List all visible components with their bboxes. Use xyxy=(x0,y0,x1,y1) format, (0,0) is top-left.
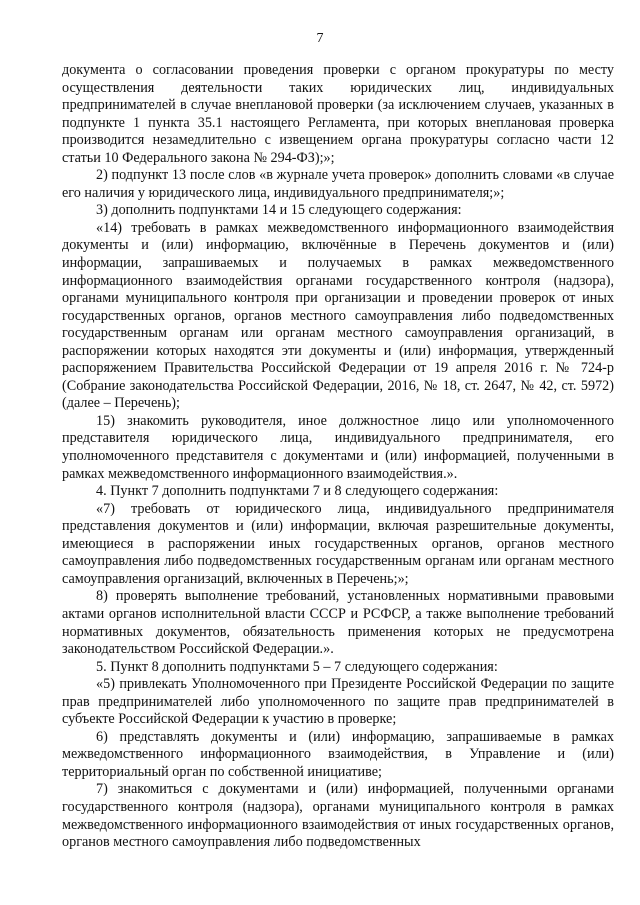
paragraph-subitem-3: 3) дополнить подпунктами 14 и 15 следующего содержания: xyxy=(96,202,462,219)
paragraph-subitem-2: 2) подпункт 13 после слов «в журнале учета проверок» дополнить словами «в случае его наличия у юридического лица, индивидуального предпринимателя;»; xyxy=(62,167,614,201)
paragraph-subitem-15: 15) знакомить руководителя, иное должностное лицо или уполномоченного представителя юридического лица, индивидуального предпринимателя, его уполномоченного представителя с документами и (или) информацией, полученными в рамках межведомственного информационного взаимодействия.». xyxy=(62,412,614,482)
document-body xyxy=(62,62,614,852)
paragraph-subitem-7-last: 7) знакомиться с документами и (или) информацией, полученными органами государственного контроля (надзора), органами муниципального контроля в рамках межведомственного информационного взаимодействия от иных государственных органов, органов местного самоуправления либо подведомственных xyxy=(62,781,614,851)
paragraph-item-5: 5. Пункт 8 дополнить подпунктами 5 – 7 следующего содержания: xyxy=(96,658,498,675)
paragraph-item-4: 4. Пункт 7 дополнить подпунктами 7 и 8 следующего содержания: xyxy=(96,483,499,500)
paragraph-subitem-8: 8) проверять выполнение требований, установленных нормативными правовыми актами органов исполнительной власти СССР и РСФСР, а также выполнение требований нормативных документов, обязательность применения которых не предусмотрена законодательством Российской Федерации.». xyxy=(62,588,614,658)
paragraph-subitem-5: «5) привлекать Уполномоченного при Президенте Российской Федерации по защите прав предпринимателей либо уполномоченного по защите прав предпринимателей в субъекте Российской Федерации к участию в проверке; xyxy=(62,676,614,728)
paragraph-subitem-14: «14) требовать в рамках межведомственного информационного взаимодействия документы и (или) информацию, включённые в Перечень документов и (или) информации, запрашиваемых и получаемых в рамках межведомственного информационного взаимодействия органами государственного контроля (надзора), органами муниципального контроля при организации и проведении проверок от иных государственных органов, органов местного самоуправления либо подведомственных государственным органам или органам местного самоуправления организаций, в распоряжении которых находятся эти документы и (или) информация, утвержденный распоряжением Правительства Российской Федерации от 19 апреля 2016 г. № 724-р (Собрание законодательства Российской Федерации, 2016, № 18, ст. 2647, № 42, ст. 5972) (далее – Перечень); xyxy=(62,219,614,412)
paragraph-subitem-6: 6) представлять документы и (или) информацию, запрашиваемые в рамках межведомственного информационного взаимодействия, в Управление и (или) территориальный орган по собственной инициативе; xyxy=(62,728,614,780)
paragraph-subitem-7: «7) требовать от юридического лица, индивидуального предпринимателя представления документов и (или) информации, включая разрешительные документы, имеющиеся в распоряжении иных государственных органов, органов местного самоуправления либо подведомственных государственным органам или органам местного самоуправления организаций, включенных в Перечень;»; xyxy=(62,500,614,587)
page-number: 7 xyxy=(316,31,324,46)
paragraph-continuation: документа о согласовании проведения проверки с органом прокуратуры по месту осуществления деятельности таких юридических лиц, индивидуальных предпринимателей в случае внеплановой проверки (за исключением случаев, указанных в подпункте 1 пункта 35.1 настоящего Регламента, при которых внеплановая проверка производится незамедлительно с извещением органа прокуратуры согласно части 12 статьи 10 Федерального закона № 294-ФЗ);»; xyxy=(62,62,614,166)
